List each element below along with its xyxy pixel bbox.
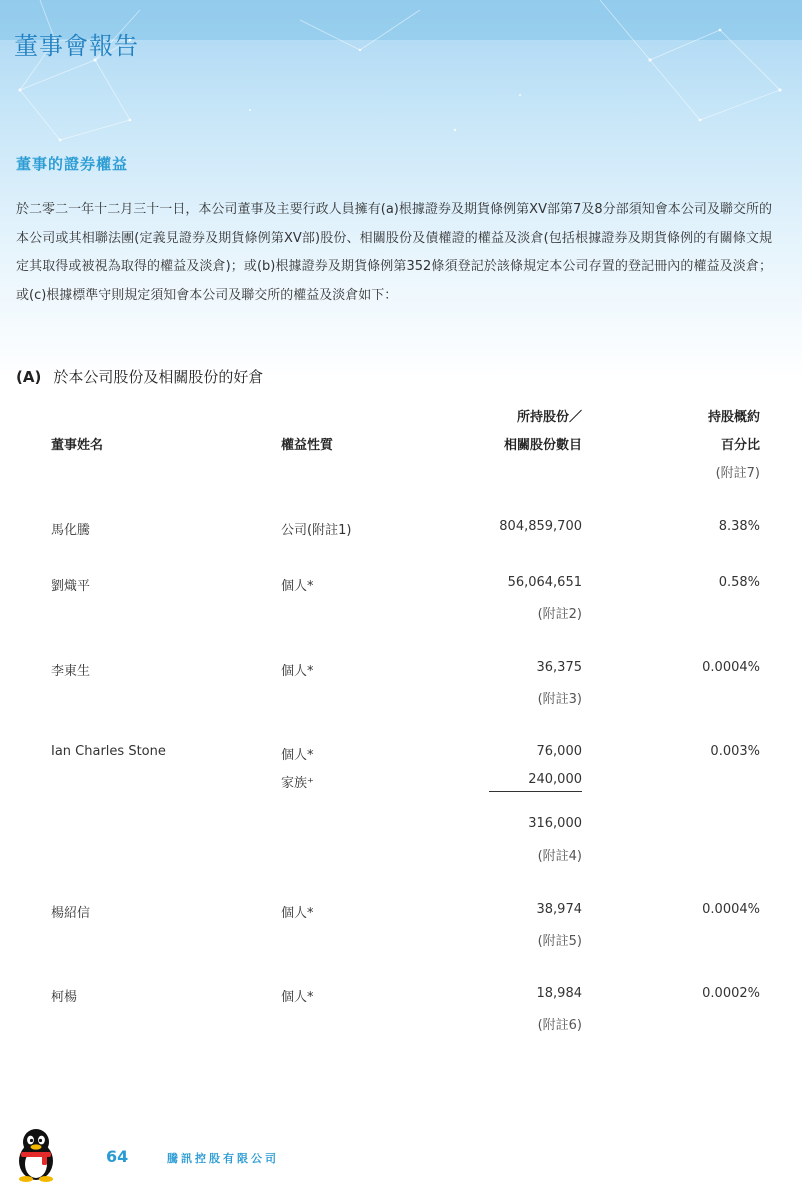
intro-paragraph: 於二零二一年十二月三十一日，本公司董事及主要行政人員擁有(a)根據證券及期貨條例第XV部第7及8分部須知會本公司及聯交所的本公司或其相聯法團(定義見證券及期貨條例第XV部)股份、相關股份及債權證的權益及淡倉(包括根據證券及期貨條例的有關條文規定其取得或被視為取得的權益及淡倉)；或(b)根據證券及期貨條例第352條須登記於該條規定本公司存置的登記冊內的權益及淡倉；或(c)根據標準守則規定須知會本公司及聯交所的權益及淡倉如下： xyxy=(16,202,772,303)
qq-penguin-icon xyxy=(14,1128,58,1182)
share-note: (附註5) xyxy=(537,934,582,949)
share-count: 804,859,700 xyxy=(499,519,582,534)
header-nature: 權益性質 xyxy=(281,438,334,453)
section-heading: 董事的證券權益 xyxy=(16,155,129,173)
share-percentage: 0.0004% xyxy=(702,902,760,917)
subsection-title: 於本公司股份及相關股份的好倉 xyxy=(53,368,264,386)
subsection-heading xyxy=(16,366,263,387)
share-total: 316,000 xyxy=(528,816,582,831)
share-percentage: 0.003% xyxy=(710,744,760,759)
header-pct-line1: 持股概約 xyxy=(707,410,760,425)
interest-nature-family: 家族⁺ xyxy=(281,776,314,791)
interest-nature: 個人* xyxy=(281,579,314,594)
header-shares-line2: 相關股份數目 xyxy=(503,438,582,453)
director-name: Ian Charles Stone xyxy=(51,744,166,759)
director-name: 馬化騰 xyxy=(51,523,91,538)
interest-nature: 個人* xyxy=(281,906,314,921)
share-percentage: 8.38% xyxy=(718,519,760,534)
page-number: 64 xyxy=(106,1147,129,1166)
share-percentage: 0.0004% xyxy=(702,660,760,675)
director-name: 柯楊 xyxy=(51,990,78,1005)
interest-nature: 個人* xyxy=(281,748,314,763)
share-note: (附註2) xyxy=(537,607,582,622)
share-count: 56,064,651 xyxy=(507,575,582,590)
director-name: 李東生 xyxy=(51,664,91,679)
director-name: 楊紹信 xyxy=(51,906,91,921)
header-shares-line1: 所持股份／ xyxy=(516,410,582,425)
share-count: 36,375 xyxy=(536,660,582,675)
subsection-letter: (A) xyxy=(16,368,42,386)
page-title: 董事會報告 xyxy=(14,32,139,60)
interest-nature: 公司(附註1) xyxy=(281,523,352,538)
header-pct-note: (附註7) xyxy=(715,466,760,481)
share-note: (附註3) xyxy=(537,692,582,707)
share-percentage: 0.58% xyxy=(718,575,760,590)
subtotal-rule xyxy=(489,791,582,792)
interest-nature: 個人* xyxy=(281,990,314,1005)
share-count: 18,984 xyxy=(536,986,582,1001)
share-count: 38,974 xyxy=(536,902,582,917)
share-percentage: 0.0002% xyxy=(702,986,760,1001)
header-director: 董事姓名 xyxy=(51,438,104,453)
share-count-family: 240,000 xyxy=(528,772,582,787)
share-count: 76,000 xyxy=(536,744,582,759)
share-note: (附註6) xyxy=(537,1018,582,1033)
share-note: (附註4) xyxy=(537,849,582,864)
company-name: 騰訊控股有限公司 xyxy=(167,1152,279,1165)
header-pct-line2: 百分比 xyxy=(720,438,760,453)
interest-nature: 個人* xyxy=(281,664,314,679)
director-name: 劉熾平 xyxy=(51,579,91,594)
